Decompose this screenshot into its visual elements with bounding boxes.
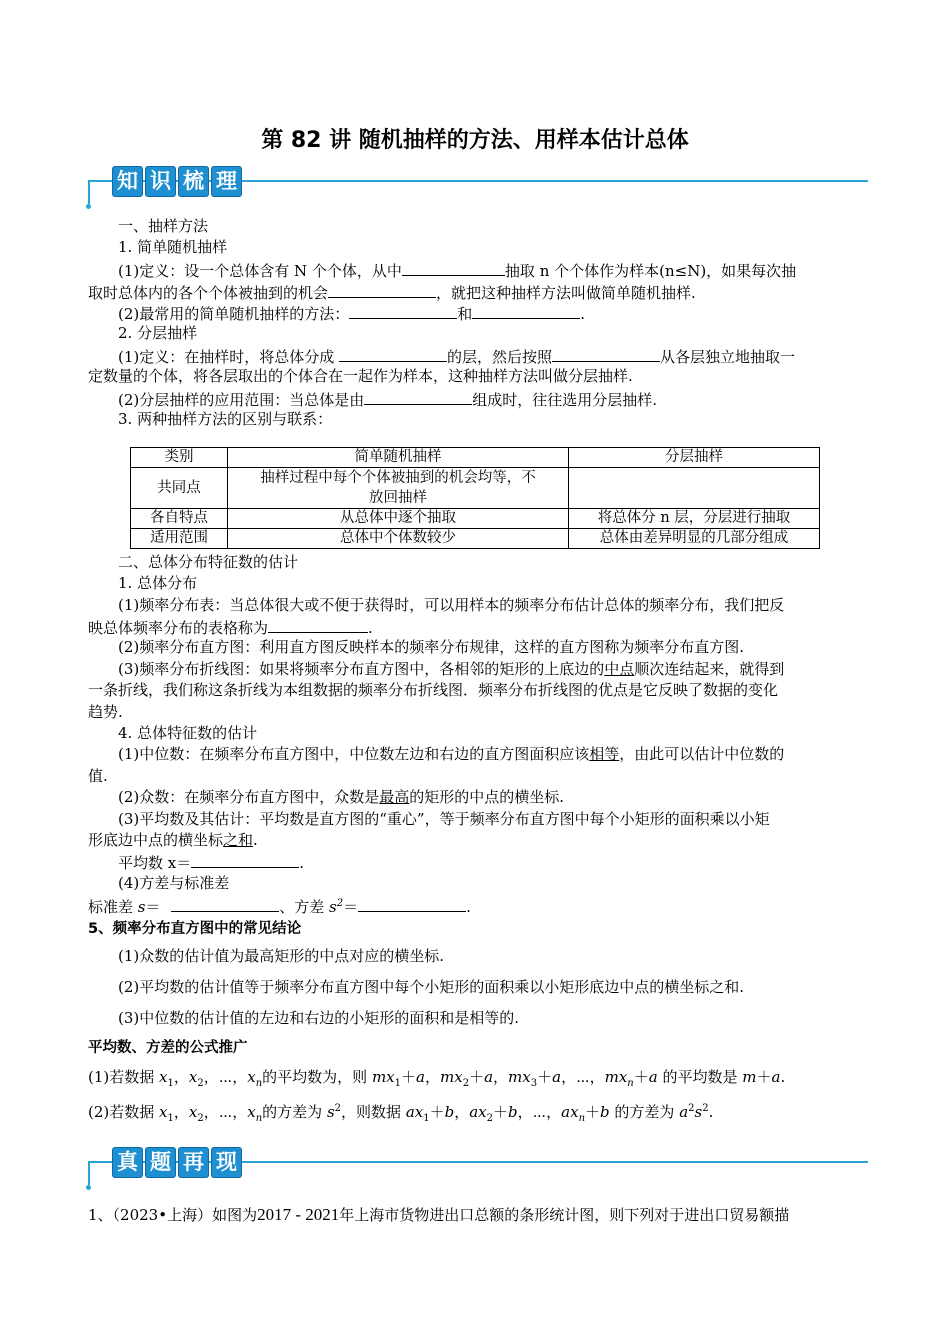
fill-blank[interactable] <box>552 345 660 362</box>
heading-conclusions: 5、频率分布直方图中的常见结论 <box>88 921 302 937</box>
def-simple-line2 <box>88 281 696 303</box>
table-cell: 各自特点 <box>131 509 228 529</box>
table-cell <box>228 468 569 509</box>
table-cell: 共同点 <box>131 468 228 509</box>
fill-blank[interactable] <box>349 302 457 319</box>
compare-table <box>130 447 820 549</box>
text: . <box>466 898 471 916</box>
formula-variance: (2)若数据 $x_1$，$x_2$，⋯，$x_n$的方差为 $s^2$，则数据 $ax_1+b$，$ax_2+b$，⋯，$ax_n+b$ 的方差为 $a^2s^2$. <box>88 1103 714 1124</box>
text: 组成时，往往选用分层抽样. <box>472 391 658 409</box>
text: 的矩形的中点的横坐标. <box>409 788 565 806</box>
def-simple-line1 <box>118 259 796 281</box>
freq-polygon-line1 <box>118 659 784 679</box>
heading-distribution: 1. 总体分布 <box>118 574 198 592</box>
heading-variance: (4)方差与标准差 <box>118 874 230 892</box>
text: (1)定义：在抽样时，将总体分成 <box>118 348 340 366</box>
table-cell: 将总体分 n 层，分层进行抽取 <box>569 509 820 529</box>
year-range: 2017 - 2021 <box>257 1205 340 1224</box>
badge-dot <box>86 1185 91 1190</box>
conclusion-3: (3)中位数的估计值的左边和右边的小矩形的面积和是相等的. <box>118 1009 520 1027</box>
fill-blank[interactable] <box>402 259 505 276</box>
table-header: 类别 <box>131 448 228 468</box>
section-badge-knowledge <box>88 166 868 206</box>
def-strat-line1 <box>118 345 795 367</box>
text: 标准差 <box>88 898 138 916</box>
fill-blank[interactable] <box>191 851 299 868</box>
heading-simple-random: 1. 简单随机抽样 <box>118 238 228 256</box>
heading-estimation: 二、总体分布特征数的估计 <box>118 553 299 571</box>
text: 1、（2023•上海）如图为 <box>88 1206 258 1224</box>
underlined-text: 中点 <box>604 660 635 678</box>
question-1 <box>88 1203 789 1227</box>
mean-line1: (3)平均数及其估计：平均数是直方图的“重心”，等于频率分布直方图中每个小矩形的面积乘以小矩 <box>118 810 770 828</box>
freq-histogram: (2)频率分布直方图：利用直方图反映样本的频率分布规律，这样的直方图称为频率分布直方图. <box>118 638 745 656</box>
text: ，则数据 <box>341 1103 406 1121</box>
freq-polygon-line3: 趋势. <box>88 703 123 721</box>
fill-blank[interactable] <box>339 345 447 362</box>
variance-formula <box>88 894 471 917</box>
text: . <box>299 854 305 872</box>
table-row <box>131 529 820 549</box>
conclusion-2: (2)平均数的估计值等于频率分布直方图中每个小矩形的面积乘以小矩形底边中点的横坐标之和. <box>118 978 745 996</box>
badge-char: 梳 <box>178 166 209 197</box>
text: 的方差为 <box>614 1103 680 1121</box>
table-cell <box>569 468 820 509</box>
table-header-row <box>131 448 820 468</box>
freq-table-line2 <box>88 616 373 638</box>
text: (2)分层抽样的应用范围：当总体是由 <box>118 391 365 409</box>
section-badge-exam <box>88 1147 868 1187</box>
table-row <box>131 468 820 509</box>
text: 年上海市货物进出口总额的条形统计图，则下列对于进出口贸易额描 <box>339 1206 790 1224</box>
badge-char: 知 <box>112 166 143 197</box>
math-expr: x <box>159 1068 168 1086</box>
text: ，由此可以估计中位数的 <box>619 745 785 763</box>
cell-line: 放回抽样 <box>369 490 427 506</box>
badge-chars <box>112 1147 242 1177</box>
text: 、方差 <box>279 898 330 916</box>
underlined-text: 之和 <box>223 831 254 849</box>
text: . <box>253 831 258 849</box>
text: 和 <box>457 305 473 323</box>
formula-mean: (1)若数据 $x_1$，$x_2$，⋯，$x_n$的平均数为，则 $mx_1+a$，$mx_2+a$，$mx_3+a$，⋯，$mx_n+a$ 的平均数是 m＋a. <box>88 1068 786 1089</box>
mean-formula <box>118 851 304 873</box>
text: (2)最常用的简单随机抽样的方法： <box>118 305 350 323</box>
text: 形底边中点的横坐标 <box>88 831 224 849</box>
common-methods <box>118 302 585 324</box>
table-header: 简单随机抽样 <box>228 448 569 468</box>
badge-tick <box>88 1161 90 1185</box>
heading-sampling: 一、抽样方法 <box>118 217 209 235</box>
text: 的平均数为，则 <box>262 1068 372 1086</box>
badge-char: 再 <box>178 1147 209 1178</box>
text: 映总体频率分布的表格称为 <box>88 619 269 637</box>
table-row <box>131 509 820 529</box>
text: 平均数 x＝ <box>118 854 192 872</box>
table-cell: 从总体中逐个抽取 <box>228 509 569 529</box>
page-title: 第 82 讲 随机抽样的方法、用样本估计总体 <box>261 128 689 153</box>
badge-tick <box>88 180 90 204</box>
fill-blank[interactable] <box>472 302 580 319</box>
text: (1)若数据 <box>88 1068 160 1086</box>
math-var: s <box>137 898 146 916</box>
badge-char: 真 <box>112 1147 143 1178</box>
text: (1)中位数：在频率分布直方图中，中位数左边和右边的直方图面积应该 <box>118 745 590 763</box>
fill-blank[interactable] <box>171 895 279 912</box>
text: ＝ <box>343 898 359 916</box>
table-cell: 适用范围 <box>131 529 228 549</box>
median-line2: 值. <box>88 767 108 785</box>
badge-char: 理 <box>211 166 242 197</box>
badge-dot <box>86 204 91 209</box>
text: 从各层独立地抽取一 <box>660 348 796 366</box>
cell-line: 抽样过程中每个个体被抽到的机会均等，不 <box>260 470 536 486</box>
conclusion-1: (1)众数的估计值为最高矩形的中点对应的横坐标. <box>118 947 445 965</box>
text: 的方差为 <box>262 1103 327 1121</box>
badge-chars <box>112 166 242 196</box>
fill-blank[interactable] <box>328 281 436 298</box>
table-cell: 总体由差异明显的几部分组成 <box>569 529 820 549</box>
text: (1)定义：设一个总体含有 N 个个体，从中 <box>118 262 402 280</box>
table-cell: 总体中个体数较少 <box>228 529 569 549</box>
heading-stratified: 2. 分层抽样 <box>118 324 198 342</box>
text: . <box>368 619 373 637</box>
text: (2)若数据 <box>88 1103 160 1121</box>
badge-char: 题 <box>145 1147 176 1178</box>
math-var: $s^2$ <box>329 898 344 916</box>
heading-formulas: 平均数、方差的公式推广 <box>88 1040 248 1056</box>
heading-compare: 3. 两种抽样方法的区别与联系： <box>118 410 333 428</box>
badge-char: 现 <box>211 1147 242 1178</box>
text: (3)频率分布折线图：如果将频率分布直方图中，各相邻的矩形的上底边的 <box>118 660 605 678</box>
text: 抽取 n 个个体作为样本(n≤N)，如果每次抽 <box>504 262 797 280</box>
heading-characteristics: 4. 总体特征数的估计 <box>118 724 258 742</box>
text: ＝ <box>145 898 166 916</box>
text: 顺次连结起来，就得到 <box>634 660 785 678</box>
freq-polygon-line2: 一条折线，我们称这条折线为本组数据的频率分布折线图．频率分布折线图的优点是它反映了数据的变化 <box>88 681 779 699</box>
text: . <box>580 305 586 323</box>
fill-blank[interactable] <box>268 616 368 633</box>
strat-scope <box>118 388 657 410</box>
badge-char: 识 <box>145 166 176 197</box>
text: 的平均数是 <box>662 1068 743 1086</box>
text: (2)众数：在频率分布直方图中，众数是 <box>118 788 380 806</box>
underlined-text: 相等 <box>589 745 620 763</box>
median-line1 <box>118 744 784 764</box>
def-strat-line2: 定数量的个体，将各层取出的个体合在一起作为样本，这种抽样方法叫做分层抽样. <box>88 367 633 385</box>
mean-line2 <box>88 830 258 850</box>
math-expr: x <box>159 1103 168 1121</box>
mode-line <box>118 787 564 807</box>
underlined-text: 最高 <box>379 788 410 806</box>
fill-blank[interactable] <box>364 388 472 405</box>
freq-table-line1: (1)频率分布表：当总体很大或不便于获得时，可以用样本的频率分布估计总体的频率分布，我们把反 <box>118 596 785 614</box>
table-header: 分层抽样 <box>569 448 820 468</box>
text: 的层，然后按照 <box>447 348 553 366</box>
text: ，就把这种抽样方法叫做简单随机抽样. <box>436 284 696 302</box>
fill-blank[interactable] <box>358 895 466 912</box>
text: 取时总体内的各个个体被抽到的机会 <box>88 284 329 302</box>
